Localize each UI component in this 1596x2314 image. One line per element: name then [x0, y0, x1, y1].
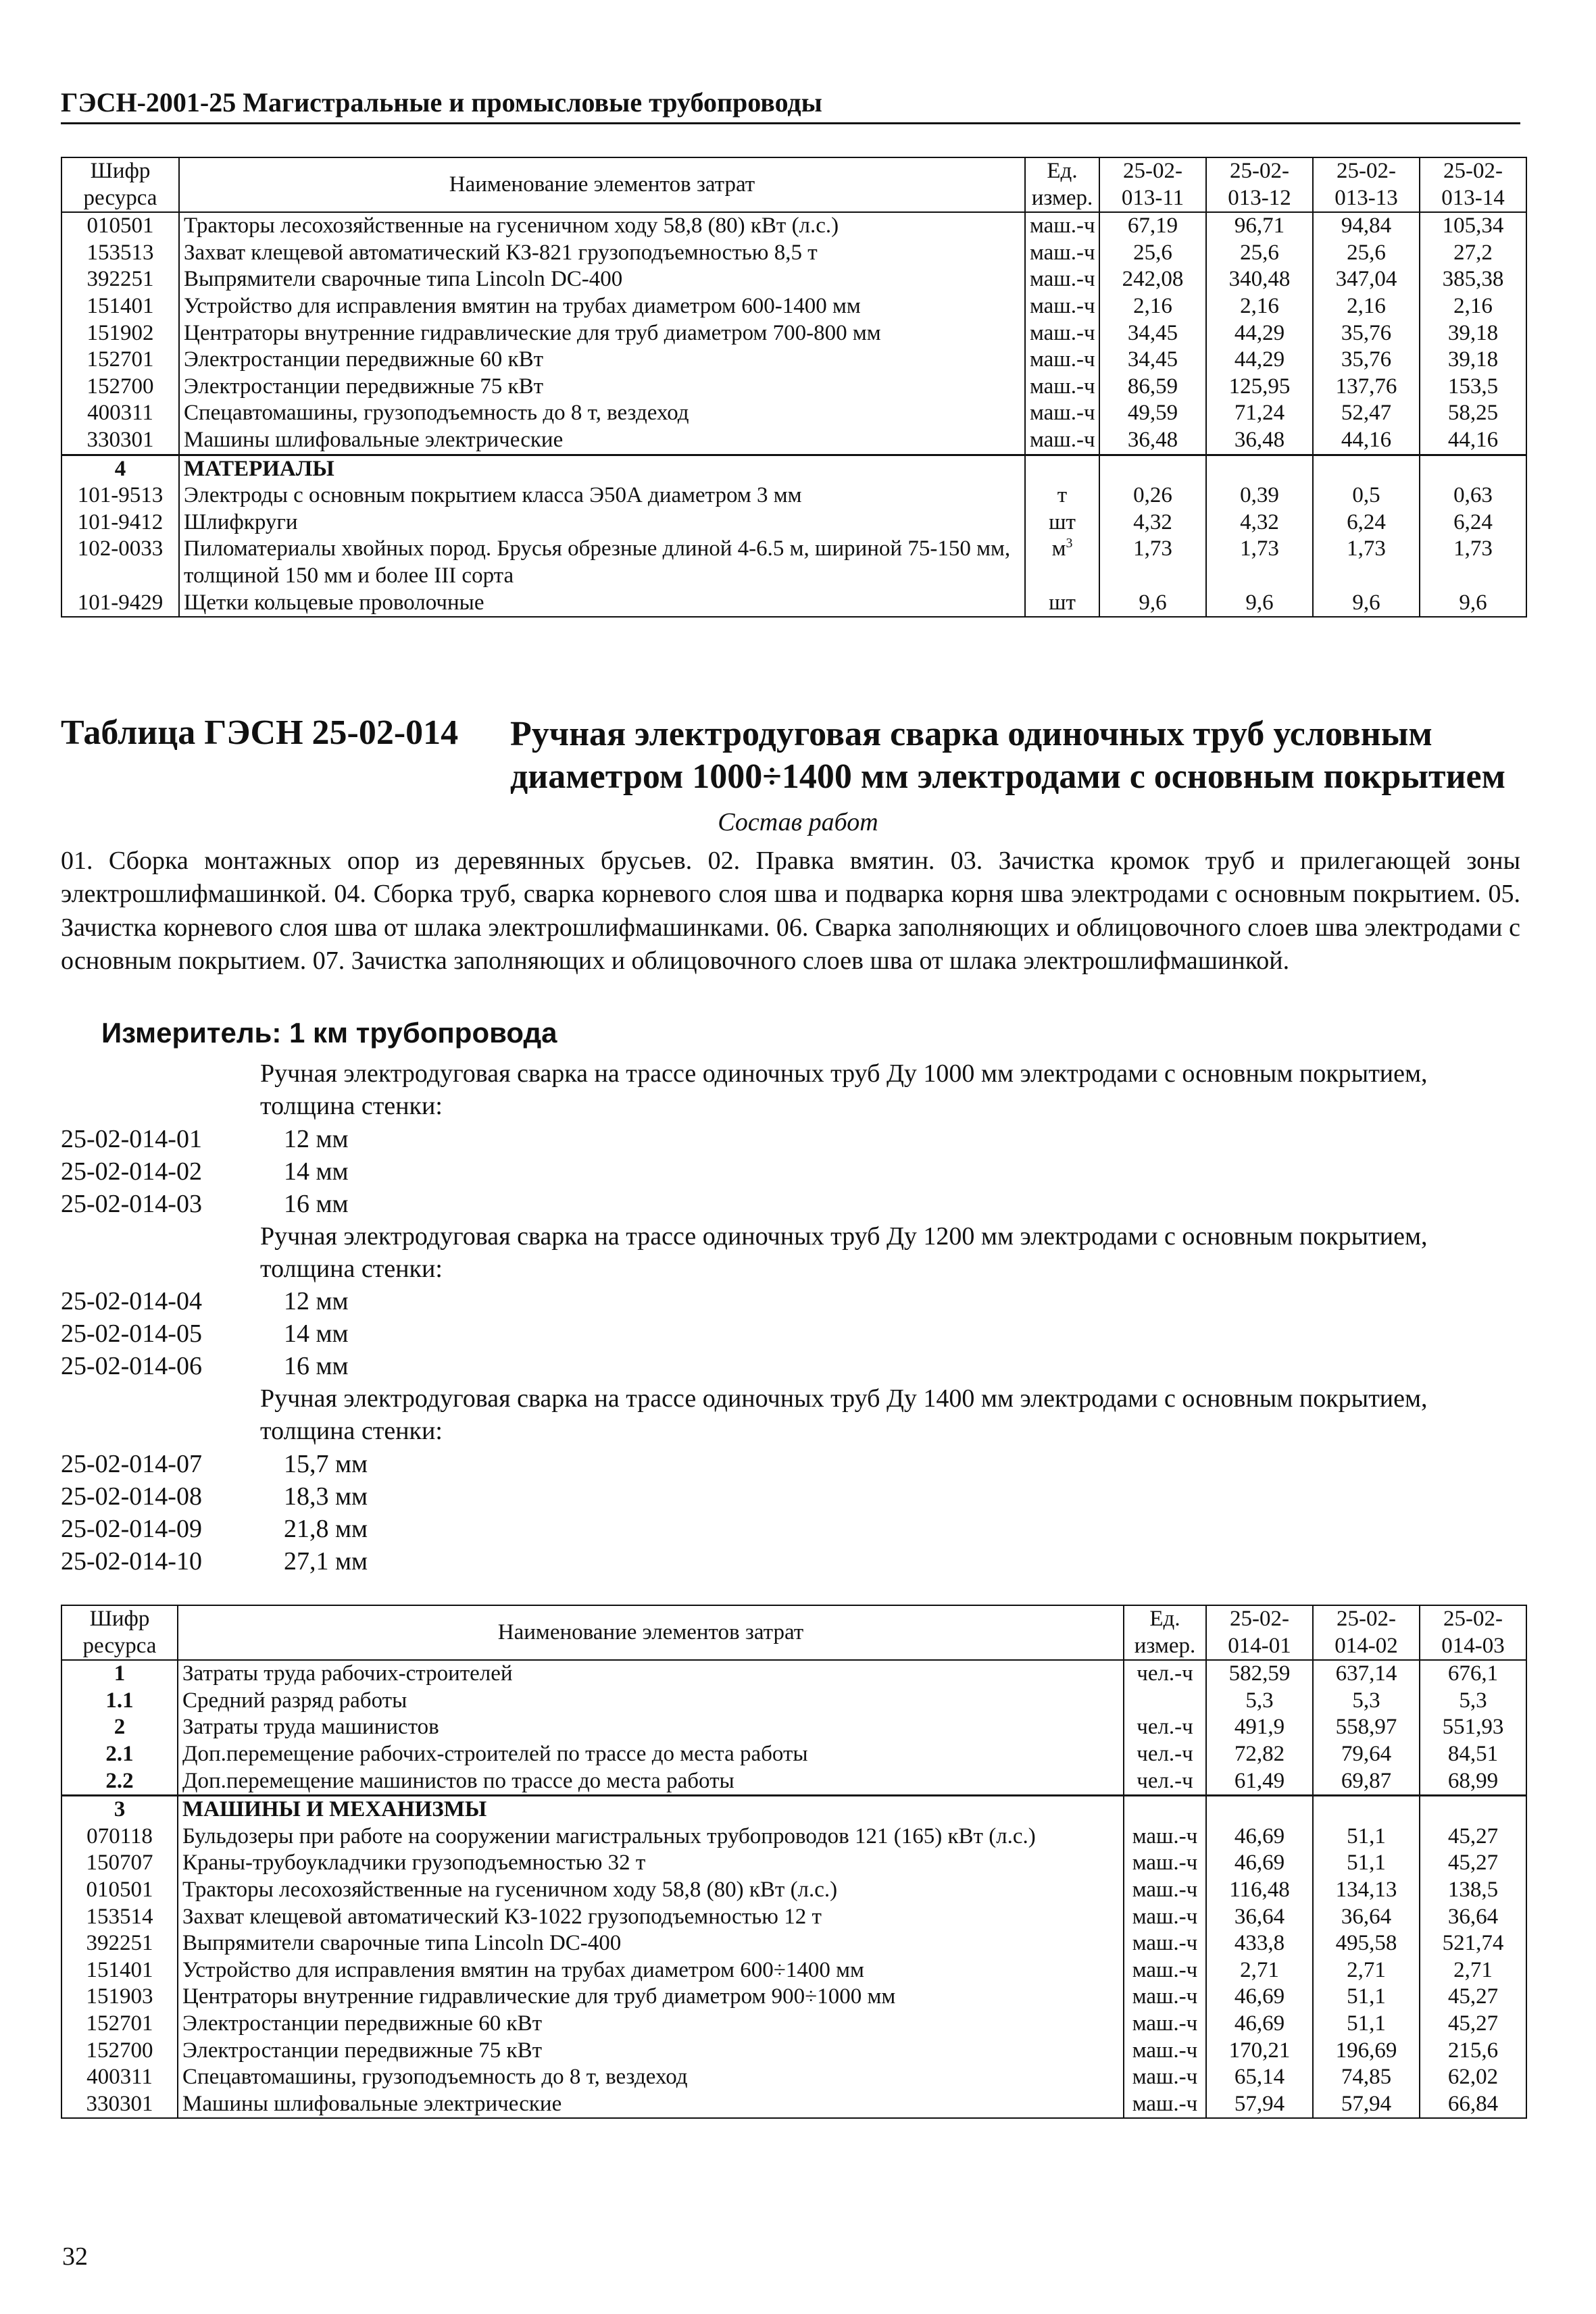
- value-cell: 582,59: [1206, 1660, 1313, 1688]
- resource-name: Выпрямители сварочные типа Lincoln DC-400: [178, 1930, 1124, 1957]
- empty-cell: [1420, 1796, 1526, 1823]
- header-code: Шифр ресурса: [61, 1605, 178, 1660]
- resource-name: Машины шлифовальные электрические: [179, 427, 1025, 455]
- value-cell: 676,1: [1420, 1660, 1526, 1688]
- table-row: [61, 1768, 1526, 1796]
- table-row: [61, 2064, 1526, 2091]
- value-cell: 79,64: [1313, 1741, 1420, 1768]
- value-cell: 0,5: [1313, 482, 1420, 509]
- value-cell: 66,84: [1420, 2091, 1526, 2119]
- value-cell: 2,71: [1420, 1957, 1526, 1984]
- value-cell: 170,21: [1206, 2038, 1313, 2065]
- table-row: [61, 1984, 1526, 2011]
- unit-cell: маш.-ч: [1124, 1823, 1206, 1851]
- value-cell: 1,73: [1313, 536, 1420, 589]
- resource-code: 330301: [61, 2091, 178, 2119]
- value-cell: 34,45: [1099, 347, 1206, 374]
- variant-code: 25-02-014-08: [61, 1482, 202, 1511]
- resource-code: 102-0033: [61, 536, 179, 589]
- value-cell: 196,69: [1313, 2038, 1420, 2065]
- value-cell: 0,26: [1099, 482, 1206, 509]
- empty-cell: [1124, 1796, 1206, 1823]
- resource-name: Захват клещевой автоматический КЗ-1022 грузоподъемностью 12 т: [178, 1904, 1124, 1931]
- table-row: [61, 400, 1526, 427]
- value-cell: 45,27: [1420, 1850, 1526, 1877]
- variant-value: 14 мм: [284, 1319, 349, 1348]
- value-cell: 36,48: [1099, 427, 1206, 455]
- unit-cell: [1124, 1688, 1206, 1715]
- value-cell: 36,64: [1420, 1904, 1526, 1931]
- value-cell: 138,5: [1420, 1877, 1526, 1904]
- header-col: 25-02-014-02: [1313, 1605, 1420, 1660]
- variant-row: [61, 1513, 1527, 1545]
- table-row: [61, 536, 1526, 589]
- unit-cell: маш.-ч: [1025, 266, 1099, 293]
- variant-row: [61, 1285, 1527, 1317]
- header-name: Наименование элементов затрат: [179, 157, 1025, 212]
- resource-name: Доп.перемещение рабочих-строителей по трассе до места работы: [178, 1741, 1124, 1768]
- value-cell: 61,49: [1206, 1768, 1313, 1796]
- unit-cell: маш.-ч: [1025, 293, 1099, 320]
- value-cell: 2,71: [1313, 1957, 1420, 1984]
- variant-row: [61, 1350, 1527, 1382]
- header-col: 25-02-013-11: [1099, 157, 1206, 212]
- value-cell: 4,32: [1206, 509, 1313, 536]
- variant-code: 25-02-014-04: [61, 1287, 202, 1315]
- value-cell: 137,76: [1313, 374, 1420, 401]
- resource-name: Устройство для исправления вмятин на трубах диаметром 600-1400 мм: [179, 293, 1025, 320]
- value-cell: 44,16: [1420, 427, 1526, 455]
- table-row: [61, 1930, 1526, 1957]
- variant-value: 21,8 мм: [284, 1514, 368, 1543]
- resource-code: 1.1: [61, 1688, 178, 1715]
- resource-name: Краны-трубоукладчики грузоподъемностью 32 т: [178, 1850, 1124, 1877]
- table-row: [61, 347, 1526, 374]
- table-row: [61, 1688, 1526, 1715]
- table-row: [61, 1660, 1526, 1688]
- variant-value: 16 мм: [284, 1189, 349, 1218]
- resource-code: 150707: [61, 1850, 178, 1877]
- resource-name: Средний разряд работы: [178, 1688, 1124, 1715]
- value-cell: 71,24: [1206, 400, 1313, 427]
- unit-cell: маш.-ч: [1124, 1877, 1206, 1904]
- variant-row: [61, 1155, 1527, 1188]
- table-row: [61, 2011, 1526, 2038]
- value-cell: 1,73: [1099, 536, 1206, 589]
- resource-name: Пиломатериалы хвойных пород. Брусья обрезные длиной 4-6.5 м, шириной 75-150 мм, толщиной 150 мм и более III сорта: [179, 536, 1025, 589]
- resource-code: 2.1: [61, 1741, 178, 1768]
- variant-value: 18,3 мм: [284, 1482, 368, 1511]
- value-cell: 9,6: [1206, 590, 1313, 618]
- table-row: [61, 1741, 1526, 1768]
- value-cell: 84,51: [1420, 1741, 1526, 1768]
- section-row: [61, 455, 1526, 482]
- resource-name: Электростанции передвижные 75 кВт: [178, 2038, 1124, 2065]
- resource-code: 070118: [61, 1823, 178, 1851]
- unit-superscript: 3: [1066, 536, 1073, 551]
- value-cell: 25,6: [1313, 240, 1420, 267]
- unit-cell: маш.-ч: [1124, 2064, 1206, 2091]
- value-cell: 69,87: [1313, 1768, 1420, 1796]
- value-cell: 5,3: [1206, 1688, 1313, 1715]
- value-cell: 4,32: [1099, 509, 1206, 536]
- value-cell: 27,2: [1420, 240, 1526, 267]
- unit-cell: маш.-ч: [1124, 1984, 1206, 2011]
- value-cell: 347,04: [1313, 266, 1420, 293]
- table-row: [61, 590, 1526, 618]
- unit-text: м: [1051, 536, 1066, 561]
- resource-code: 153513: [61, 240, 179, 267]
- resource-name: Электростанции передвижные 60 кВт: [179, 347, 1025, 374]
- value-cell: 2,16: [1099, 293, 1206, 320]
- table-row: [61, 1714, 1526, 1741]
- resource-code: 152701: [61, 347, 179, 374]
- section-title: МАШИНЫ И МЕХАНИЗМЫ: [178, 1796, 1124, 1823]
- value-cell: 1,73: [1420, 536, 1526, 589]
- empty-cell: [1313, 1796, 1420, 1823]
- variant-list: [61, 1057, 1527, 1578]
- header-col: 25-02-014-03: [1420, 1605, 1526, 1660]
- value-cell: 433,8: [1206, 1930, 1313, 1957]
- value-cell: 45,27: [1420, 1984, 1526, 2011]
- resource-code: 400311: [61, 2064, 178, 2091]
- variant-row: [61, 1188, 1527, 1220]
- value-cell: 125,95: [1206, 374, 1313, 401]
- value-cell: 6,24: [1420, 509, 1526, 536]
- value-cell: 9,6: [1420, 590, 1526, 618]
- resource-code: 400311: [61, 400, 179, 427]
- value-cell: 44,29: [1206, 320, 1313, 347]
- unit-cell: чел.-ч: [1124, 1660, 1206, 1688]
- resource-code: 010501: [61, 212, 179, 240]
- header-unit: Ед. измер.: [1025, 157, 1099, 212]
- resource-name: Шлифкруги: [179, 509, 1025, 536]
- table-row: [61, 1957, 1526, 1984]
- resource-name: Захват клещевой автоматический КЗ-821 грузоподъемностью 8,5 т: [179, 240, 1025, 267]
- value-cell: 51,1: [1313, 1984, 1420, 2011]
- resource-code: 151401: [61, 293, 179, 320]
- empty-cell: [1099, 455, 1206, 482]
- variant-row: [61, 1123, 1527, 1155]
- unit-cell: маш.-ч: [1025, 427, 1099, 455]
- table-row: [61, 482, 1526, 509]
- value-cell: 2,16: [1420, 293, 1526, 320]
- value-cell: 57,94: [1313, 2091, 1420, 2119]
- header-col: 25-02-014-01: [1206, 1605, 1313, 1660]
- value-cell: 72,82: [1206, 1741, 1313, 1768]
- variant-code: 25-02-014-03: [61, 1189, 202, 1218]
- value-cell: 94,84: [1313, 212, 1420, 240]
- value-cell: 9,6: [1099, 590, 1206, 618]
- variant-value: 27,1 мм: [284, 1546, 368, 1576]
- table-row: [61, 320, 1526, 347]
- value-cell: 44,29: [1206, 347, 1313, 374]
- value-cell: 51,1: [1313, 1850, 1420, 1877]
- resource-code: 101-9412: [61, 509, 179, 536]
- resource-code: 151401: [61, 1957, 178, 1984]
- value-cell: 58,25: [1420, 400, 1526, 427]
- unit-cell: маш.-ч: [1124, 2038, 1206, 2065]
- resource-code: 152700: [61, 374, 179, 401]
- resource-name: Центраторы внутренние гидравлические для труб диаметром 900÷1000 мм: [178, 1984, 1124, 2011]
- value-cell: 1,73: [1206, 536, 1313, 589]
- unit-cell: маш.-ч: [1025, 400, 1099, 427]
- unit-cell: маш.-ч: [1025, 240, 1099, 267]
- resource-code: 153514: [61, 1904, 178, 1931]
- value-cell: 36,64: [1206, 1904, 1313, 1931]
- variant-row: [61, 1317, 1527, 1350]
- unit-cell: маш.-ч: [1124, 2091, 1206, 2119]
- value-cell: 5,3: [1313, 1688, 1420, 1715]
- value-cell: 521,74: [1420, 1930, 1526, 1957]
- header-col: 25-02-013-14: [1420, 157, 1526, 212]
- resource-code: 1: [61, 1660, 178, 1688]
- variant-row: [61, 1545, 1527, 1578]
- resource-code: 152701: [61, 2011, 178, 2038]
- value-cell: 35,76: [1313, 320, 1420, 347]
- value-cell: 637,14: [1313, 1660, 1420, 1688]
- value-cell: 385,38: [1420, 266, 1526, 293]
- value-cell: 67,19: [1099, 212, 1206, 240]
- value-cell: 6,24: [1313, 509, 1420, 536]
- resource-name: Доп.перемещение машинистов по трассе до места работы: [178, 1768, 1124, 1796]
- unit-cell: шт: [1025, 590, 1099, 618]
- resource-name: Выпрямители сварочные типа Lincoln DC-400: [179, 266, 1025, 293]
- value-cell: 116,48: [1206, 1877, 1313, 1904]
- table-row: [61, 2091, 1526, 2119]
- section-row: [61, 1796, 1526, 1823]
- unit-cell: маш.-ч: [1025, 212, 1099, 240]
- value-cell: 51,1: [1313, 1823, 1420, 1851]
- unit-cell: т: [1025, 482, 1099, 509]
- variant-value: 15,7 мм: [284, 1449, 368, 1478]
- meter-line: Измеритель: 1 км трубопровода: [101, 1017, 557, 1049]
- resource-name: Щетки кольцевые проволочные: [179, 590, 1025, 618]
- variant-group-description: Ручная электродуговая сварка на трассе одиночных труб Ду 1400 мм электродами с основным покрытием, толщина стенки:: [260, 1384, 1428, 1446]
- empty-cell: [1313, 455, 1420, 482]
- value-cell: 39,18: [1420, 320, 1526, 347]
- value-cell: 5,3: [1420, 1688, 1526, 1715]
- resource-name: Затраты труда рабочих-строителей: [178, 1660, 1124, 1688]
- value-cell: 0,63: [1420, 482, 1526, 509]
- page-number: 32: [62, 2242, 88, 2271]
- table-row: [61, 427, 1526, 455]
- value-cell: 44,16: [1313, 427, 1420, 455]
- variant-code: 25-02-014-07: [61, 1449, 202, 1478]
- unit-cell: маш.-ч: [1124, 1930, 1206, 1957]
- value-cell: 25,6: [1099, 240, 1206, 267]
- variant-code: 25-02-014-10: [61, 1546, 202, 1576]
- table-row: [61, 1877, 1526, 1904]
- resource-name: Тракторы лесохозяйственные на гусеничном ходу 58,8 (80) кВт (л.с.): [178, 1877, 1124, 1904]
- header-name: Наименование элементов затрат: [178, 1605, 1124, 1660]
- unit-cell: маш.-ч: [1025, 347, 1099, 374]
- composition-text: 01. Сборка монтажных опор из деревянных брусьев. 02. Правка вмятин. 03. Зачистка кромок труб и прилегающей зоны электрошлифмашинкой. 04. Сборка труб, сварка корневого слоя шва и подварка корня шва электродами с основным покрытием. 05. Зачистка корневого слоя шва от шлака электрошлифмашинками. 06. Сварка заполняющих и облицовочного слоев шва электродами с основным покрытием. 07. Зачистка заполняющих и облицовочного слоев шва от шлака электрошлифмашинкой.: [61, 847, 1520, 976]
- variant-value: 14 мм: [284, 1157, 349, 1186]
- variant-code: 25-02-014-01: [61, 1124, 202, 1153]
- section-code: 4: [61, 455, 179, 482]
- header-code: Шифр ресурса: [61, 157, 179, 212]
- value-cell: 340,48: [1206, 266, 1313, 293]
- value-cell: 49,59: [1099, 400, 1206, 427]
- variant-code: 25-02-014-06: [61, 1352, 202, 1380]
- resource-code: 152700: [61, 2038, 178, 2065]
- value-cell: 46,69: [1206, 1984, 1313, 2011]
- empty-cell: [1025, 455, 1099, 482]
- variant-code: 25-02-014-02: [61, 1157, 202, 1186]
- value-cell: 68,99: [1420, 1768, 1526, 1796]
- value-cell: 491,9: [1206, 1714, 1313, 1741]
- resource-code: 151903: [61, 1984, 178, 2011]
- value-cell: 153,5: [1420, 374, 1526, 401]
- resource-name: Машины шлифовальные электрические: [178, 2091, 1124, 2119]
- resource-name: Устройство для исправления вмятин на трубах диаметром 600÷1400 мм: [178, 1957, 1124, 1984]
- value-cell: 495,58: [1313, 1930, 1420, 1957]
- resource-code: 010501: [61, 1877, 178, 1904]
- composition-heading: Состав работ: [718, 808, 878, 836]
- value-cell: 0,39: [1206, 482, 1313, 509]
- resource-code: 101-9429: [61, 590, 179, 618]
- resource-table-25-02-013: [61, 157, 1527, 618]
- resource-code: 2.2: [61, 1768, 178, 1796]
- table-row: [61, 1850, 1526, 1877]
- resource-code: 392251: [61, 266, 179, 293]
- header-col: 25-02-013-12: [1206, 157, 1313, 212]
- value-cell: 35,76: [1313, 347, 1420, 374]
- value-cell: 96,71: [1206, 212, 1313, 240]
- unit-cell: маш.-ч: [1124, 1957, 1206, 1984]
- unit-cell: чел.-ч: [1124, 1768, 1206, 1796]
- value-cell: 45,27: [1420, 1823, 1526, 1851]
- unit-cell: чел.-ч: [1124, 1714, 1206, 1741]
- running-head: ГЭСН-2001-25 Магистральные и промысловые трубопроводы: [61, 86, 1520, 124]
- value-cell: 25,6: [1206, 240, 1313, 267]
- header-unit: Ед. измер.: [1124, 1605, 1206, 1660]
- value-cell: 46,69: [1206, 2011, 1313, 2038]
- unit-cell: маш.-ч: [1124, 2011, 1206, 2038]
- table-row: [61, 1904, 1526, 1931]
- unit-cell: маш.-ч: [1025, 320, 1099, 347]
- unit-cell: чел.-ч: [1124, 1741, 1206, 1768]
- variant-value: 12 мм: [284, 1287, 349, 1315]
- value-cell: 558,97: [1313, 1714, 1420, 1741]
- table-heading: Ручная электродуговая сварка одиночных труб условным диаметром 1000÷1400 мм электродами с основным покрытием: [510, 715, 1506, 797]
- empty-cell: [1206, 455, 1313, 482]
- resource-code: 392251: [61, 1930, 178, 1957]
- resource-name: Затраты труда машинистов: [178, 1714, 1124, 1741]
- section-title: МАТЕРИАЛЫ: [179, 455, 1025, 482]
- table-row: [61, 2038, 1526, 2065]
- table-number: Таблица ГЭСН 25-02-014: [61, 713, 459, 752]
- value-cell: 46,69: [1206, 1823, 1313, 1851]
- variant-code: 25-02-014-05: [61, 1319, 202, 1348]
- resource-table-25-02-014: [61, 1605, 1527, 2119]
- value-cell: 34,45: [1099, 320, 1206, 347]
- resource-code: 330301: [61, 427, 179, 455]
- table-header-row: [61, 1605, 1526, 1660]
- table-header-row: [61, 157, 1526, 212]
- resource-code: 2: [61, 1714, 178, 1741]
- header-col: 25-02-013-13: [1313, 157, 1420, 212]
- empty-cell: [1206, 1796, 1313, 1823]
- table-row: [61, 1823, 1526, 1851]
- variant-value: 16 мм: [284, 1352, 349, 1380]
- table-row: [61, 212, 1526, 240]
- value-cell: 105,34: [1420, 212, 1526, 240]
- value-cell: 45,27: [1420, 2011, 1526, 2038]
- value-cell: 9,6: [1313, 590, 1420, 618]
- section-code: 3: [61, 1796, 178, 1823]
- value-cell: 39,18: [1420, 347, 1526, 374]
- value-cell: 2,16: [1206, 293, 1313, 320]
- resource-name: Центраторы внутренние гидравлические для труб диаметром 700-800 мм: [179, 320, 1025, 347]
- table-row: [61, 509, 1526, 536]
- value-cell: 551,93: [1420, 1714, 1526, 1741]
- resource-name: Электроды с основным покрытием класса Э50А диаметром 3 мм: [179, 482, 1025, 509]
- value-cell: 51,1: [1313, 2011, 1420, 2038]
- table-row: [61, 293, 1526, 320]
- value-cell: 36,64: [1313, 1904, 1420, 1931]
- value-cell: 57,94: [1206, 2091, 1313, 2119]
- resource-code: 151902: [61, 320, 179, 347]
- resource-name: Электростанции передвижные 75 кВт: [179, 374, 1025, 401]
- resource-name: Бульдозеры при работе на сооружении магистральных трубопроводов 121 (165) кВт (л.с.): [178, 1823, 1124, 1851]
- unit-cell: [1025, 536, 1099, 589]
- value-cell: 46,69: [1206, 1850, 1313, 1877]
- variant-code: 25-02-014-09: [61, 1514, 202, 1543]
- variant-group-description: Ручная электродуговая сварка на трассе одиночных труб Ду 1000 мм электродами с основным покрытием, толщина стенки:: [260, 1059, 1428, 1121]
- value-cell: 2,16: [1313, 293, 1420, 320]
- unit-cell: маш.-ч: [1124, 1850, 1206, 1877]
- value-cell: 52,47: [1313, 400, 1420, 427]
- variant-row: [61, 1448, 1527, 1480]
- unit-cell: маш.-ч: [1025, 374, 1099, 401]
- table-row: [61, 266, 1526, 293]
- resource-name: Спецавтомашины, грузоподъемность до 8 т, вездеход: [179, 400, 1025, 427]
- value-cell: 62,02: [1420, 2064, 1526, 2091]
- value-cell: 134,13: [1313, 1877, 1420, 1904]
- value-cell: 242,08: [1099, 266, 1206, 293]
- value-cell: 2,71: [1206, 1957, 1313, 1984]
- resource-name: Спецавтомашины, грузоподъемность до 8 т, вездеход: [178, 2064, 1124, 2091]
- resource-name: Тракторы лесохозяйственные на гусеничном ходу 58,8 (80) кВт (л.с.): [179, 212, 1025, 240]
- resource-name: Электростанции передвижные 60 кВт: [178, 2011, 1124, 2038]
- resource-code: 101-9513: [61, 482, 179, 509]
- empty-cell: [1420, 455, 1526, 482]
- table-row: [61, 374, 1526, 401]
- variant-row: [61, 1480, 1527, 1513]
- unit-cell: шт: [1025, 509, 1099, 536]
- value-cell: 65,14: [1206, 2064, 1313, 2091]
- value-cell: 74,85: [1313, 2064, 1420, 2091]
- table-row: [61, 240, 1526, 267]
- value-cell: 86,59: [1099, 374, 1206, 401]
- value-cell: 215,6: [1420, 2038, 1526, 2065]
- value-cell: 36,48: [1206, 427, 1313, 455]
- variant-value: 12 мм: [284, 1124, 349, 1153]
- variant-group-description: Ручная электродуговая сварка на трассе одиночных труб Ду 1200 мм электродами с основным покрытием, толщина стенки:: [260, 1222, 1428, 1283]
- unit-cell: маш.-ч: [1124, 1904, 1206, 1931]
